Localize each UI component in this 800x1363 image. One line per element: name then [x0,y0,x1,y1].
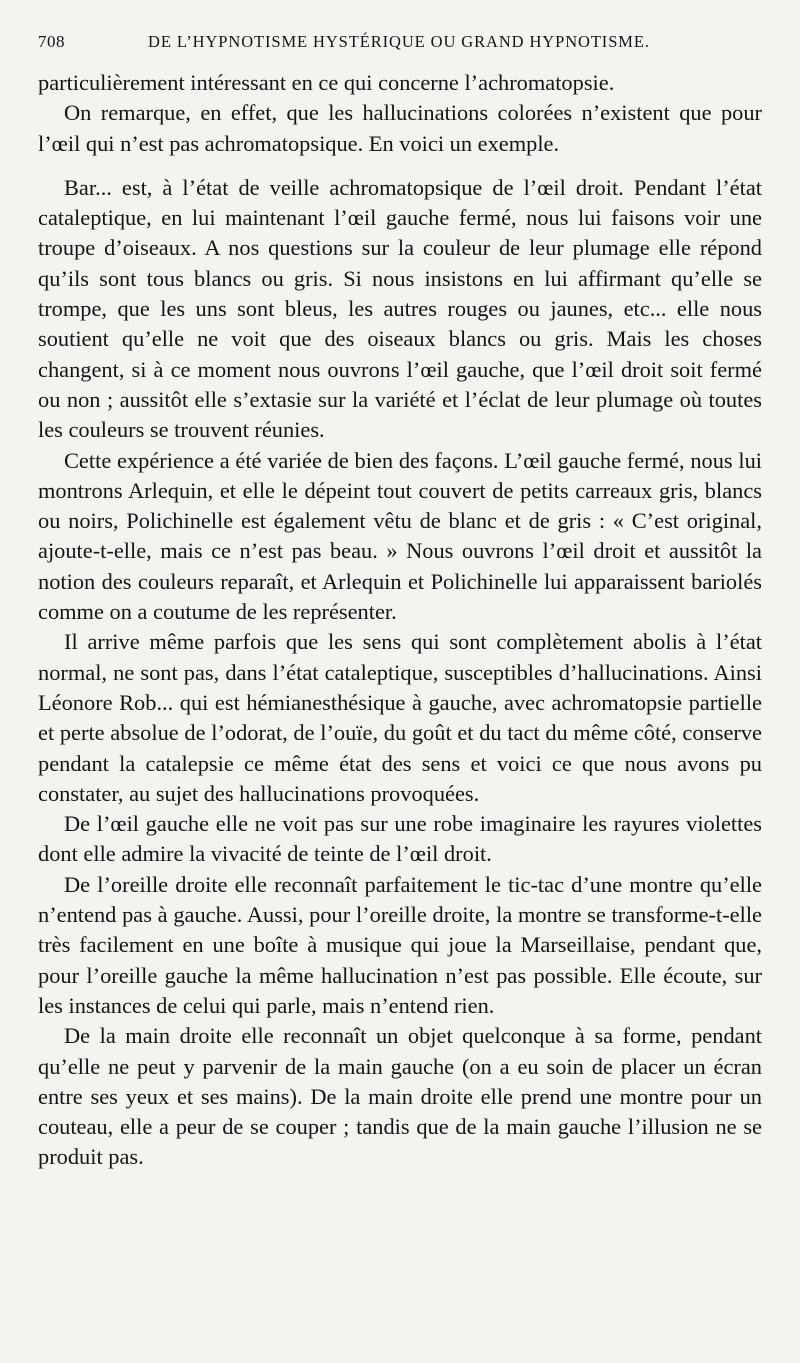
body-text [38,68,762,1173]
paragraph: Il arrive même parfois que les sens qui sont complètement abolis à l’état normal, ne sont pas, dans l’état cataleptique, susceptibles d’hallucinations. Ainsi Léonore Rob... qui est hémianesthésique à gauche, avec achromatopsie partielle et perte absolue de l’odorat, de l’ouïe, du goût et du tact du même côté, conserve pendant la catalepsie ce même état des sens et voici ce que nous avons pu constater, au sujet des hallucinations provoquées. [38,629,762,806]
running-title: DE L’HYPNOTISME HYSTÉRIQUE OU GRAND HYPNOTISME. [148,32,650,51]
paragraph: On remarque, en effet, que les hallucinations colorées n’existent que pour l’œil qui n’est pas achromatopsique. En voici un exemple. [38,100,762,156]
running-head [38,28,762,58]
paragraph: De l’œil gauche elle ne voit pas sur une robe imaginaire les rayures violettes dont elle admire la vivacité de teinte de l’œil droit. [38,811,762,867]
paragraph: Cette expérience a été variée de bien des façons. L’œil gauche fermé, nous lui montrons Arlequin, et elle le dépeint tout couvert de petits carreaux gris, blancs ou noirs, Polichinelle est également vêtu de blanc et de gris : « C’est original, ajoute-t-elle, mais ce n’est pas beau. » Nous ouvrons l’œil droit et aussitôt la notion des couleurs reparaît, et Arlequin et Polichinelle lui apparaissent bariolés comme on a coutume de les représenter. [38,447,762,625]
paragraph-continued: particulièrement intéressant en ce qui concerne l’achromatopsie. [38,70,615,95]
page-number: 708 [38,32,65,51]
paragraph: Bar... est, à l’état de veille achromatopsique de l’œil droit. Pendant l’état cataleptique, en lui maintenant l’œil gauche fermé, nous lui faisons voir une troupe d’oiseaux. A nos questions sur la couleur de leur plumage elle répond qu’ils sont tous blancs ou gris. Si nous insistons en lui affirmant qu’elle se trompe, que les uns sont bleus, les autres rouges ou jaunes, etc... elle nous soutient qu’elle ne voit que des oiseaux blancs ou gris. Mais les choses changent, si à ce moment nous ouvrons l’œil gauche, que l’œil droit soit fermé ou non ; aussitôt elle s’extasie sur la variété et l’éclat de leur plumage où toutes les couleurs se trouvent réunies. [38,174,762,443]
paragraph: De l’oreille droite elle reconnaît parfaitement le tic-tac d’une montre qu’elle n’entend pas à gauche. Aussi, pour l’oreille droite, la montre se transforme-t-elle très facilement en une boîte à musique qui joue la Marseillaise, pendant que, pour l’oreille gauche la même hallucination n’est pas possible. Elle écoute, sur les instances de celui qui parle, mais n’entend rien. [38,871,762,1018]
paragraph: De la main droite elle reconnaît un objet quelconque à sa forme, pendant qu’elle ne peut y parvenir de la main gauche (on a eu soin de placer un écran entre ses yeux et ses mains). De la main droite elle prend une montre pour un couteau, elle a peur de se couper ; tandis que de la main gauche l’illusion ne se produit pas. [38,1023,762,1170]
